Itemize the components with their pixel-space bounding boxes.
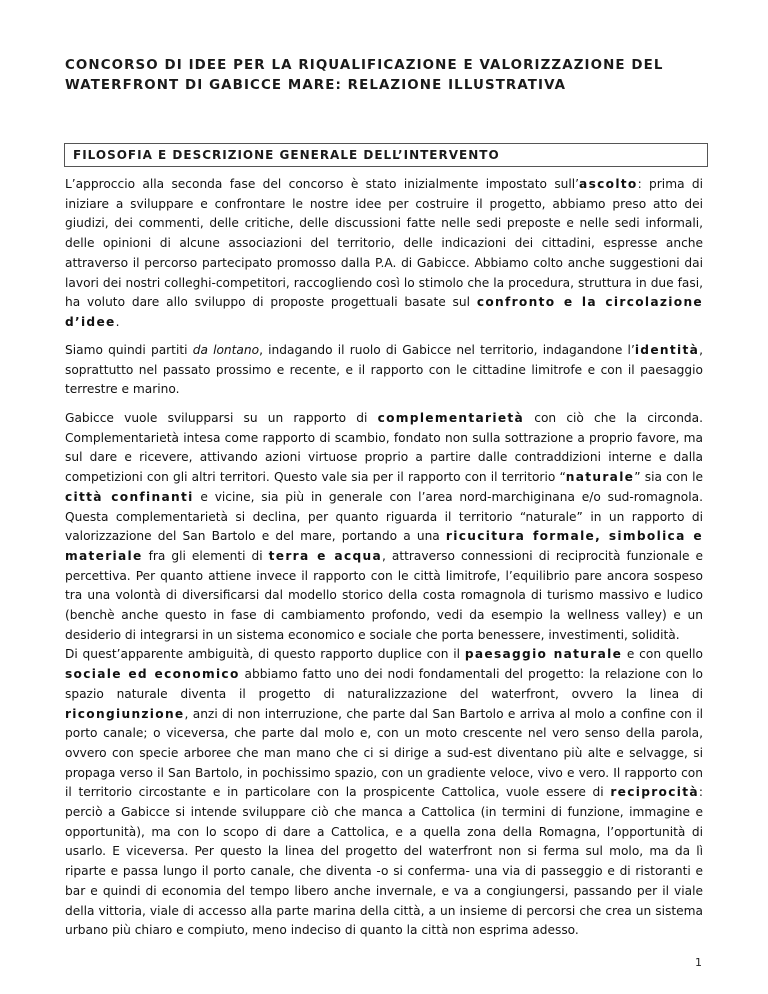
text-run: Siamo quindi partiti — [65, 343, 193, 357]
text-run: abbiamo fatto uno dei nodi fondamentali del progetto: la relazione con lo spazio naturale diventa il progetto di naturalizzazione del waterfront, ovvero la linea di — [65, 667, 703, 701]
paragraph-complementarieta — [65, 409, 703, 941]
text-run: , soprattutto nel passato prossimo e recente, e il rapporto con le cittadine limitrofe e con il paesaggio terrestre e marino. — [65, 343, 704, 397]
keyword: identità — [634, 343, 700, 357]
text-run: Di quest’apparente ambiguità, di questo rapporto duplice con il — [65, 647, 465, 662]
keyword: ricongiunzione — [65, 706, 185, 721]
text-run: e vicine, sia più in generale con l’area nord-marchiginana e/o sud-romagnola. Questa complementarietà si declina, per quanto riguarda il territorio “naturale” in un rapporto di valorizzazione del San Bartolo e del mare, portando a una — [65, 489, 703, 544]
text-run: e con quello — [622, 647, 703, 662]
title-line-2: WATERFRONT DI GABICCE MARE: RELAZIONE ILLUSTRATIVA — [65, 78, 567, 93]
keyword: paesaggio naturale — [464, 647, 623, 662]
section-heading-box — [64, 143, 708, 167]
page-number: 1 — [695, 956, 702, 969]
section-heading: FILOSOFIA E DESCRIZIONE GENERALE DELL’INTERVENTO — [73, 148, 500, 162]
keyword: terra e acqua — [268, 548, 383, 563]
text-run: ” sia con le — [634, 470, 704, 485]
keyword: reciprocità — [610, 785, 699, 800]
keyword: confronto e la circolazione d’idee — [65, 295, 703, 329]
text-run: L’approccio alla seconda fase del concorso è stato inizialmente impostato sull’ — [65, 177, 580, 191]
paragraph-identita — [65, 341, 703, 400]
text-run: Gabicce vuole svilupparsi su un rapporto di — [65, 411, 378, 425]
text-run: , anzi di non interruzione, che parte dal San Bartolo e arriva al molo a confine con il porto canale; o viceversa, che parte dal molo e, con un moto crescente nel vero senso della parola, ovvero con specie arboree che man mano che ci si dirige a sud-est diventano più alte e selvagge, si propaga verso il San Bartolo, in pochissimo spazio, con un gradiente veloce, vivo e vero. Il rapporto con il territorio circostante e in particolare con la prospicente Cattolica, vuole essere di — [65, 706, 703, 800]
keyword: ricucitura formale, simbolica e materiale — [65, 529, 703, 563]
document-title — [65, 56, 705, 96]
keyword: ascolto — [579, 177, 638, 191]
keyword: città confinanti — [65, 489, 194, 504]
text-run: , attraverso connessioni di reciprocità funzionale e percettiva. Per quanto attiene invece il rapporto con le città limitrofe, l’equilibrio pare ancora sospeso tra una volontà di diversificarsi dal modello storico della costa romagnola di turismo massivo e ludico (benchè anche questo in fase di cambiamento profondo, vedi da esempio la wellness valley) e un desiderio di integrarsi in un sistema economico e sociale che porta benessere, investimenti, solidità. — [65, 548, 704, 642]
text-run: : perciò a Gabicce si intende sviluppare ciò che manca a Cattolica (in termini di funzione, immagine e opportunità), ma con lo scopo di dare a Cattolica, e a quella zona della Romagna, l’opportunità di usarlo. E viceversa. Per questo la linea del progetto del waterfront non si ferma sul molo, ma da lì riparte e passa lungo il porto canale, che diventa -o si conferma- una via di passeggio e di ristoranti e bar e quindi di economia del tempo libero anche invernale, e va a congiungersi, passando per il viale della vittoria, viale di accesso alla parte marina della città, a un insieme di percorsi che crea un sistema urbano più chiaro e compiuto, meno indeciso di quanto la città non esprima adesso. — [65, 785, 703, 938]
keyword: naturale — [565, 470, 635, 485]
keyword: sociale ed economico — [65, 667, 240, 682]
text-run: : prima di iniziare a sviluppare e confrontare le nostre idee per costruire il progetto, abbiamo preso atto dei giudizi, dei commenti, delle critiche, delle discussioni fatte nelle sedi preposte e nelle sedi informali, delle opinioni di alcune associazioni del territorio, delle indicazioni dei cittadini, espresse anche attraverso il percorso partecipato promosso dalla P.A. di Gabicce. Abbiamo colto anche suggestioni dai lavori dei nostri colleghi-competitori, raccogliendo così lo stimolo che la procedura, struttura in due fasi, ha voluto dare allo sviluppo di proposte progettuali basate sul — [65, 177, 703, 310]
italic-phrase: da lontano — [192, 343, 260, 357]
title-line-1: CONCORSO DI IDEE PER LA RIQUALIFICAZIONE E VALORIZZAZIONE DEL — [65, 58, 664, 73]
text-run: . — [115, 314, 120, 329]
keyword: complementarietà — [377, 411, 525, 425]
text-run: con ciò che la circonda. Complementarietà intesa come rapporto di scambio, fondato non sulla sottrazione a proprio favore, ma sul dare e ricevere, attivando azioni virtuose proprio a partire dalle contraddizioni interne e dalla competizioni con gli altri territori. Questo vale sia per il rapporto con il territorio “ — [65, 411, 704, 485]
paragraph-ascolto — [65, 175, 703, 333]
text-run: , indagando il ruolo di Gabicce nel territorio, indagandone l’ — [259, 343, 635, 357]
text-run: fra gli elementi di — [142, 548, 269, 563]
